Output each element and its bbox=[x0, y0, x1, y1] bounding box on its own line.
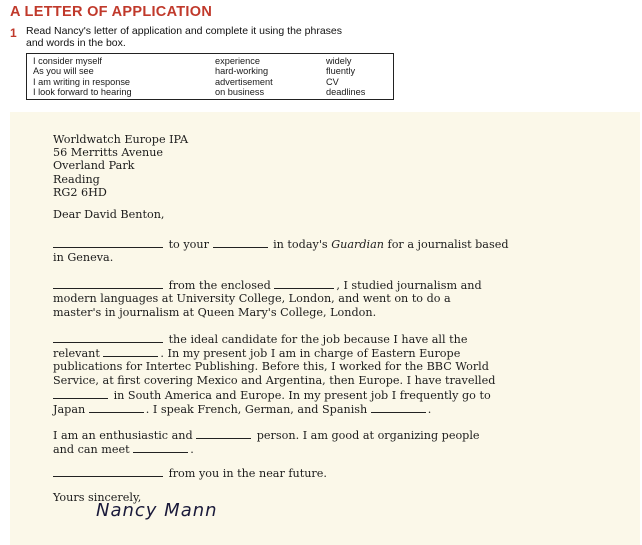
phrase-column bbox=[326, 56, 365, 97]
letter-line: Service, at first covering Mexico and Argentina, then Europe. I have travelled bbox=[53, 374, 496, 387]
letter-text: . I speak French, German, and Spanish bbox=[145, 403, 368, 416]
blank-field[interactable] bbox=[133, 442, 188, 453]
letter-text: to your bbox=[168, 238, 209, 251]
phrase-column bbox=[215, 56, 273, 97]
letter-text: the ideal candidate for the job because I have all the bbox=[168, 333, 468, 346]
phrase-item: CV bbox=[326, 76, 339, 87]
letter-line bbox=[53, 466, 327, 480]
letter-text: for a journalist based bbox=[387, 238, 509, 251]
letter-line: master's in journalism at Queen Mary's College, London. bbox=[53, 306, 377, 319]
letter-text: person. I am good at organizing people bbox=[256, 429, 480, 442]
letter-line bbox=[53, 388, 491, 402]
recipient-address bbox=[53, 133, 188, 199]
signature: Nancy Mann bbox=[96, 500, 218, 521]
letter-line bbox=[53, 332, 467, 346]
instructions bbox=[26, 25, 426, 49]
instructions-line: Read Nancy's letter of application and complete it using the phrases bbox=[26, 25, 343, 37]
phrase-item: on business bbox=[215, 86, 265, 97]
blank-field[interactable] bbox=[213, 237, 268, 248]
greeting: Dear David Benton, bbox=[53, 208, 165, 221]
letter-line bbox=[53, 237, 509, 251]
address-line: Reading bbox=[53, 172, 100, 186]
address-line: Worldwatch Europe IPA bbox=[53, 133, 189, 146]
letter-text: from you in the near future. bbox=[168, 467, 327, 480]
letter-line bbox=[53, 346, 460, 360]
blank-field[interactable] bbox=[103, 346, 158, 357]
phrase-column bbox=[33, 56, 132, 97]
letter-text: , I studied journalism and bbox=[336, 279, 482, 292]
phrase-item: I am writing in response bbox=[33, 76, 131, 87]
letter-line bbox=[53, 402, 431, 416]
letter-line bbox=[53, 428, 480, 442]
address-line: Overland Park bbox=[53, 159, 135, 173]
closing: Yours sincerely, bbox=[53, 491, 142, 504]
phrase-item: As you will see bbox=[33, 66, 94, 77]
letter-line: in Geneva. bbox=[53, 251, 114, 264]
phrase-item: deadlines bbox=[326, 86, 366, 97]
letter-line: publications for Intertec Publishing. Before this, I worked for the BBC World bbox=[53, 360, 489, 373]
blank-field[interactable] bbox=[53, 237, 163, 248]
phrase-item: advertisement bbox=[215, 76, 273, 87]
phrase-item: widely bbox=[326, 56, 352, 66]
blank-field[interactable] bbox=[53, 388, 108, 399]
letter-text: I am an enthusiastic and bbox=[53, 429, 193, 442]
letter-line bbox=[53, 278, 482, 292]
letter-line bbox=[53, 442, 194, 456]
address-line: 56 Merritts Avenue bbox=[53, 146, 164, 160]
blank-field[interactable] bbox=[371, 402, 426, 413]
letter-text: . bbox=[190, 443, 194, 456]
phrase-box bbox=[26, 53, 394, 100]
phrase-item: fluently bbox=[326, 66, 356, 77]
blank-field[interactable] bbox=[53, 466, 163, 477]
phrase-item: experience bbox=[215, 56, 260, 66]
letter-page bbox=[10, 112, 640, 545]
phrase-item: I consider myself bbox=[33, 56, 102, 66]
newspaper-name: Guardian bbox=[331, 238, 384, 251]
phrase-item: I look forward to hearing bbox=[33, 86, 132, 97]
blank-field[interactable] bbox=[274, 278, 334, 289]
blank-field[interactable] bbox=[196, 428, 251, 439]
exercise-number: 1 bbox=[10, 26, 17, 40]
blank-field[interactable] bbox=[53, 332, 163, 343]
letter-text: and can meet bbox=[53, 443, 130, 456]
letter-text: in today's bbox=[273, 238, 328, 251]
phrase-item: hard-working bbox=[215, 66, 269, 77]
letter-text: . bbox=[427, 403, 432, 416]
blank-field[interactable] bbox=[53, 278, 163, 289]
letter-line: modern languages at University College, London, and went on to do a bbox=[53, 292, 451, 305]
section-title: A LETTER OF APPLICATION bbox=[10, 4, 213, 20]
letter-text: from the enclosed bbox=[168, 279, 271, 292]
letter-text: . In my present job I am in charge of Eastern Europe bbox=[160, 347, 461, 360]
blank-field[interactable] bbox=[89, 402, 144, 413]
letter-text: Japan bbox=[53, 403, 86, 416]
address-line: RG2 6HD bbox=[53, 185, 107, 199]
letter-text: relevant bbox=[53, 347, 100, 360]
instructions-line: and words in the box. bbox=[26, 37, 126, 49]
letter-text: in South America and Europe. In my present job I frequently go to bbox=[113, 389, 491, 402]
